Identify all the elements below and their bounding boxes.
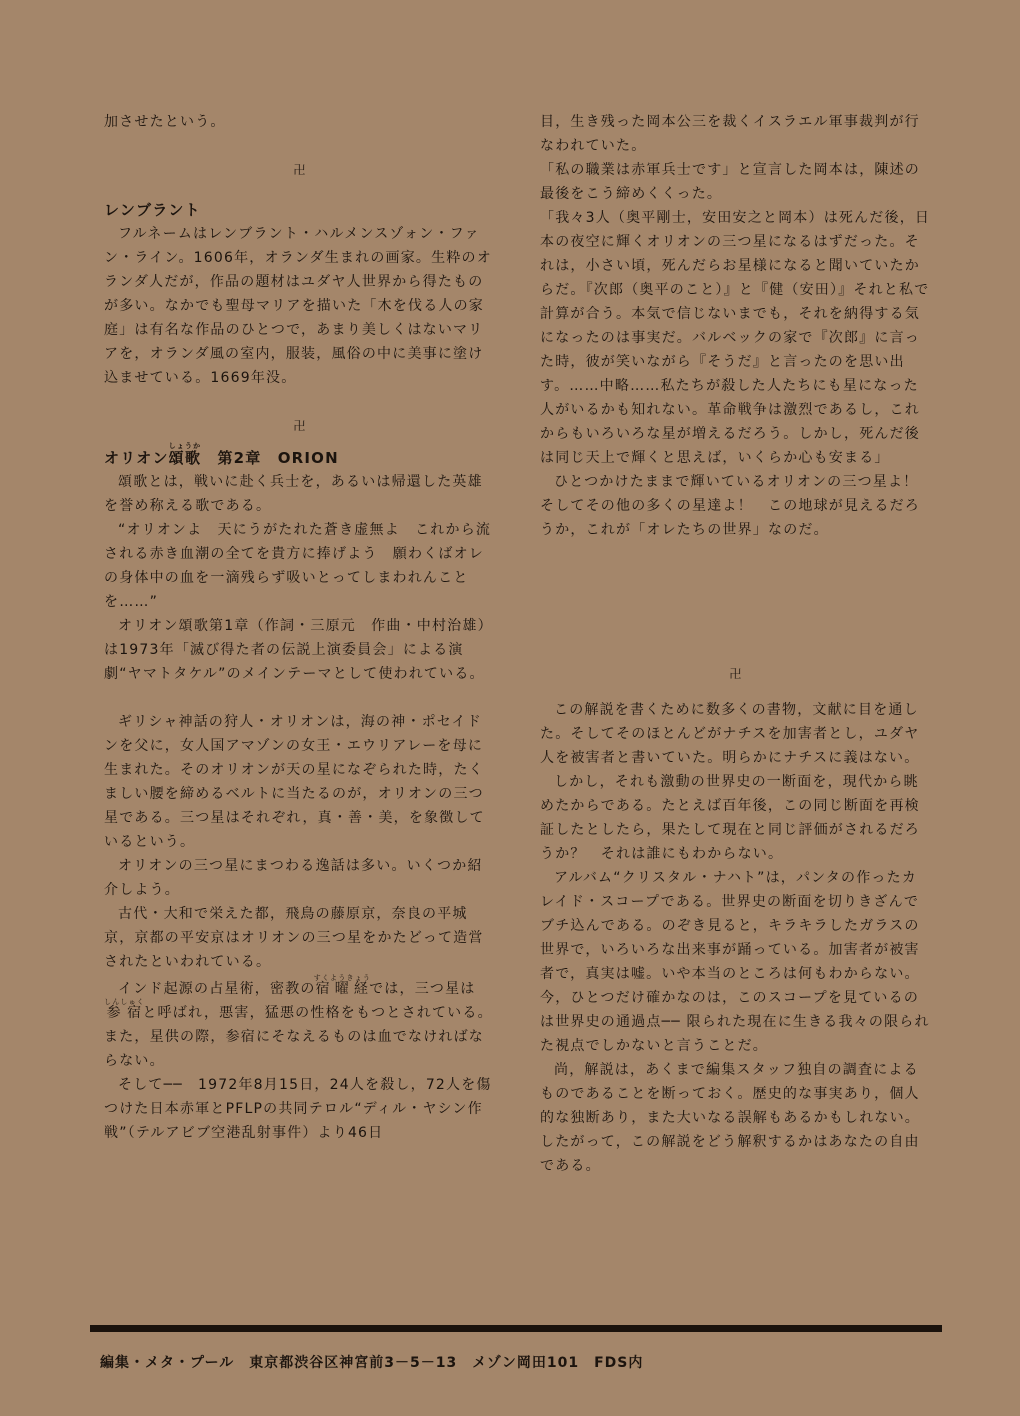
stars-paragraph: ひとつかけたままで輝いているオリオンの三つ星よ！そしてその他の多くの星達よ！ この地球が見えるだろうか，これが「オレたちの世界」なのだ。	[540, 474, 920, 538]
section-mark: 卍	[293, 419, 307, 433]
commentary-paragraph-4: 尚，解説は，あくまで編集スタッフ独自の調査によるものであることを断っておく。歴史的な事実あり，個人的な独断あり，また大いなる誤解もあるかもしれない。したがって，この解説をどう解釈するかはあなたの自由である。	[540, 1062, 920, 1174]
rembrandt-heading: レンブラント	[104, 201, 201, 219]
commentary-paragraph-2: しかし，それも激動の世界史の一断面を，現代から眺めたからである。たとえば百年後，この同じ断面を再検証したとしたら，果たして現在と同じ評価がされるだろうか？ それは誰にもわからない。	[540, 774, 920, 862]
right-column	[540, 110, 932, 1178]
greek-myth-paragraph: ギリシャ神話の狩人・オリオンは，海の神・ポセイドンを父に，女人国アマゾンの女王・エウリアレーを母に生まれた。そのオリオンが天の星になぞられた時，たくましい腰を締めるベルトに当たるのが，オリオンの三つ星である。三つ星はそれぞれ，真・善・美，を象徴しているという。	[104, 714, 485, 850]
declaration-paragraph: 「私の職業は赤軍兵士です」と宣言した岡本は，陳述の最後をこう締めくくった。	[540, 162, 920, 202]
commentary-paragraph-3: アルバム“クリスタル・ナハト”は，パンタの作ったカレイド・スコープである。世界史の断面を切りきざんでブチ込んである。のぞき見ると，キラキラしたガラスの世界で，いろいろな出来事が踊っている。加害者が被害者で，真実は嘘。いや本当のところは何もわからない。今，ひとつだけ確かなのは，このスコープを見ているのは世界史の通過点── 限られた現在に生きる我々の限られた視点でしかないと言うことだ。	[540, 870, 930, 1054]
quote-paragraph: “オリオンよ 天にうがたれた蒼き虚無よ これから流される赤き血潮の全てを貴方に捧げよう 願わくばオレの身体中の血を一滴残らず吸いとってしまわれんことを……”	[104, 522, 492, 610]
section-mark: 卍	[729, 667, 743, 681]
commentary-paragraph-1: この解説を書くために数多くの書物，文献に目を通した。そしてそのほとんどがナチスを加害者とし，ユダヤ人を被害者と書いていた。明らかにナチスに義はない。	[540, 702, 920, 766]
footer-rule	[90, 1325, 942, 1332]
orion-heading: オリオン頌歌しょうか 第2章 ORION	[104, 442, 339, 467]
statement-paragraph: 「我々3人（奥平剛士，安田安之と岡本）は死んだ後，日本の夜空に輝くオリオンの三つ星になるはずだった。それは，小さい頃，死んだらお星様になると聞いていたからだ。『次郎（奥平のこと）』と『健（安田）』それと私で計算が合う。本気で信じないまでも，それを納得する気になったのは事実だ。バルベックの家で『次郎』に言った時，彼が笑いながら『そうだ』と言ったのを思い出す。……中略……私たちが殺した人たちにも星になった人がいるかも知れない。革命戦争は激烈であるし，これからもいろいろな星が増えるだろう。しかし，死んだ後は同じ天上で輝くと思えば，いくらか心も安まる」	[540, 210, 931, 466]
section-mark: 卍	[293, 163, 307, 177]
footer-credit: 編集・メタ・プール 東京都渋谷区神宮前3－5－13 メゾン岡田101 FDS内	[100, 1355, 644, 1371]
india-paragraph: インド起源の占星術，密教の宿曜経すくようきょうでは，三つ星は参宿しんしゅくと呼ばれ，悪害，猛悪の性格をもつとされている。また，星供の際，参宿にそなえるものは血でなければならない。	[104, 974, 493, 1069]
intro-paragraph: オリオンの三つ星にまつわる逸話は多い。いくつか紹介しよう。	[104, 858, 483, 898]
rembrandt-paragraph: フルネームはレンブラント・ハルメンスゾォン・ファン・ライン。1606年，オランダ生まれの画家。生粋のオランダ人だが，作品の題材はユダヤ人世界から得たものが多い。なかでも聖母マリアを描いた「木を伐る人の家庭」は有名な作品のひとつで，あまり美しくはないマリアを，オランダ風の室内，服装，風俗の中に美事に塗け込ませている。1669年没。	[104, 226, 492, 386]
definition-paragraph: 頌歌とは，戦いに赴く兵士を，あるいは帰還した英雄を誉め称える歌である。	[104, 474, 483, 514]
continued-text: 加させたという。	[104, 114, 226, 130]
kyoto-paragraph: 古代・大和で栄えた都，飛鳥の藤原京，奈良の平城京，京都の平安京はオリオンの三つ星をかたどって造営されたといわれている。	[104, 906, 484, 970]
trial-paragraph: 目，生き残った岡本公三を裁くイスラエル軍事裁判が行なわれていた。	[540, 114, 920, 154]
left-column	[104, 110, 496, 1145]
credit-paragraph: オリオン頌歌第1章（作詞・三原元 作曲・中村治雄）は1973年「滅び得た者の伝説上演委員会」による演劇“ヤマトタケル”のメインテーマとして使われている。	[104, 618, 493, 682]
then-paragraph: そして── 1972年8月15日，24人を殺し，72人を傷つけた日本赤軍とPFLPの共同テロル“ディル・ヤシン作戦”（テルアビブ空港乱射事件）より46日	[104, 1077, 492, 1141]
